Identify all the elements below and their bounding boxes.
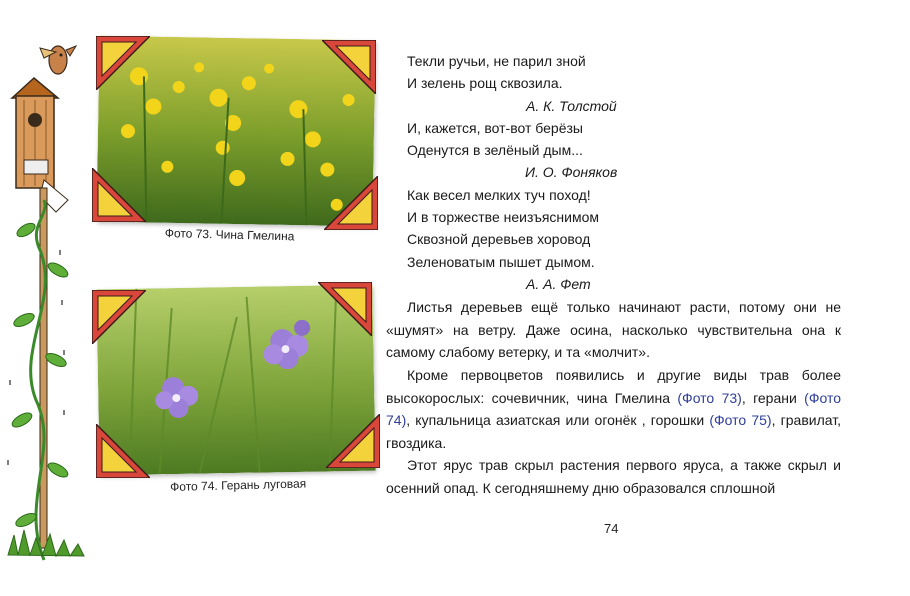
birdhouse-vine-illustration — [0, 0, 90, 596]
photo-73-caption: Фото 73. Чина Гмелина — [164, 226, 295, 244]
photo-corner-icon — [322, 40, 376, 94]
paragraph-text: , купальница азиатская или огонёк , горошки — [406, 412, 710, 428]
poem-line: Как весел мелких туч поход! — [407, 187, 591, 203]
photo-73-link[interactable]: (Фото 73) — [677, 389, 742, 406]
photo-corner-icon — [96, 424, 150, 478]
photo-corner-icon — [324, 176, 378, 230]
photo-74-link[interactable]: (Фото 74) — [386, 389, 841, 428]
paragraph-text: Листья деревьев ещё только начинают расти, потому они не «шумят» на ветру. Даже осина, насколько чувствительна она к самому слабому ветерку, и та «молчит». — [386, 299, 841, 360]
photo-corner-icon — [96, 36, 150, 90]
photo-corner-icon — [326, 414, 380, 468]
poem-author: И. О. Фоняков — [525, 164, 618, 180]
poem-line: И зелень рощ сквозила. — [407, 75, 563, 91]
paragraph-text: , гравилат, гвоздика. — [386, 412, 841, 451]
poem-line: И, кажется, вот-вот берёзы — [407, 120, 583, 136]
poem-line: Сквозной деревьев хоровод — [407, 231, 591, 247]
photo-corner-icon — [92, 168, 146, 222]
paragraph — [386, 296, 841, 364]
photo-75-link[interactable]: (Фото 75) — [709, 412, 772, 428]
photo-corner-icon — [318, 282, 372, 336]
photo-74-caption: Фото 74. Герань луговая — [170, 476, 307, 494]
bird-icon — [40, 46, 76, 74]
poem-author: А. А. Фет — [526, 276, 591, 292]
poem-line: Оденутся в зелёный дым... — [407, 142, 583, 158]
paragraph-text: , герани — [741, 389, 805, 406]
photo-corner-icon — [92, 290, 146, 344]
paragraph — [386, 364, 841, 454]
poem-author: А. К. Толстой — [526, 98, 617, 114]
poem-line: Текли ручьи, не парил зной — [407, 53, 586, 69]
page-number: 74 — [604, 521, 619, 536]
paragraph-text: Этот ярус трав скрыл растения первого яруса, а также скрыл и осенний опад. К сегодняшнему дню образовался сплошной — [386, 457, 841, 496]
poem-line: И в торжестве неизъяснимом — [407, 209, 599, 225]
paragraph-text: Кроме первоцветов появились и другие виды трав более высокорослых: сочевичник, чина Гмелина — [386, 367, 841, 406]
paragraph — [386, 454, 841, 499]
poem-line: Зеленоватым пышет дымом. — [407, 254, 595, 270]
